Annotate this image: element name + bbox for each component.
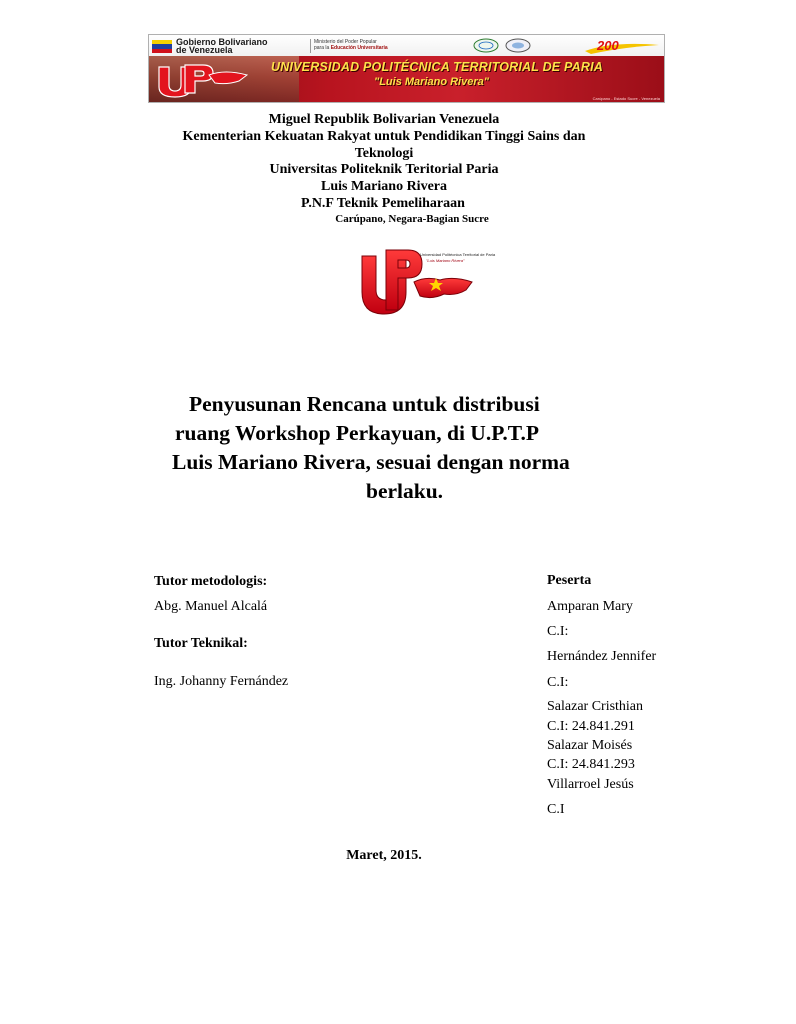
ministry-line-2 — [314, 45, 388, 51]
ministry-text — [314, 39, 388, 51]
university-name: UNIVERSIDAD POLITÉCNICA TERRITORIAL DE PARIA — [271, 60, 603, 74]
tutor-method-name: Abg. Manuel Alcalá — [154, 599, 268, 614]
participant-entry: C.I — [547, 802, 565, 817]
ministry-line-2-bold: Educación Universitaria — [330, 45, 388, 51]
venezuela-flag-icon — [152, 40, 172, 53]
mission-seal-icon — [504, 38, 532, 53]
banner-red-strip — [149, 56, 664, 102]
document-date: Maret, 2015. — [346, 848, 422, 863]
title-line-3: Luis Mariano Rivera, sesuai dengan norma — [172, 450, 570, 474]
gobierno-subtitle: de Venezuela — [176, 45, 233, 55]
uptp-logo-icon — [356, 246, 496, 320]
anniversary-number: 200 — [597, 38, 619, 53]
ministry-line-1: Ministerio del Poder Popular — [314, 39, 377, 45]
participant-entry: C.I: — [547, 675, 569, 690]
institution-line-7: Carúpano, Negara-Bagian Sucre — [335, 213, 489, 225]
logo-text-line-1: Universidad Politécnica Territorial de Paria — [420, 252, 496, 257]
university-subtitle: "Luis Mariano Rivera" — [374, 76, 489, 88]
participant-entry: Amparan Mary — [547, 599, 633, 614]
participant-entry: Salazar Moisés — [547, 738, 633, 753]
tutor-method-label: Tutor metodologis: — [154, 574, 268, 589]
banner-top-strip — [149, 35, 664, 56]
ministry-line-2-prefix: para la — [314, 45, 331, 51]
participant-entry: Salazar Cristhian — [547, 699, 644, 714]
banner-divider — [310, 39, 311, 53]
institution-line-3: Teknologi — [354, 146, 414, 161]
participant-entry: Villarroel Jesús — [547, 777, 634, 792]
title-line-1: Penyusunan Rencana untuk distribusi — [189, 392, 540, 416]
uptp-logo-banner-icon — [155, 59, 251, 99]
tutor-tech-label: Tutor Teknikal: — [154, 636, 248, 651]
title-line-2: ruang Workshop Perkayuan, di U.P.T.P — [175, 421, 539, 445]
participant-entry: Hernández Jennifer — [547, 649, 657, 664]
participants-label: Peserta — [547, 573, 592, 588]
title-line-4: berlaku. — [366, 479, 444, 503]
anniversary-logo-icon — [583, 37, 661, 55]
institution-line-6: P.N.F Teknik Pemeliharaan — [301, 196, 465, 211]
institution-line-2: Kementerian Kekuatan Rakyat untuk Pendidikan Tinggi Sains dan — [182, 129, 586, 144]
institution-line-4: Universitas Politeknik Teritorial Paria — [269, 162, 499, 177]
institution-line-5: Luis Mariano Rivera — [321, 179, 447, 194]
institution-line-1: Miguel Republik Bolivarian Venezuela — [268, 112, 500, 127]
logo-text-line-2: "Luis Mariano Rivera" — [426, 258, 465, 263]
participant-entry: C.I: 24.841.293 — [547, 757, 635, 772]
ministry-seal-icon — [472, 38, 500, 53]
participant-entry: C.I: — [547, 624, 569, 639]
header-banner — [148, 34, 665, 103]
gobierno-title: Gobierno Bolivariano — [176, 37, 268, 47]
tutor-tech-name: Ing. Johanny Fernández — [154, 674, 289, 689]
participant-entry: C.I: 24.841.291 — [547, 719, 635, 734]
campus-location: Carúpano - Estado Sucre - Venezuela — [592, 96, 660, 101]
